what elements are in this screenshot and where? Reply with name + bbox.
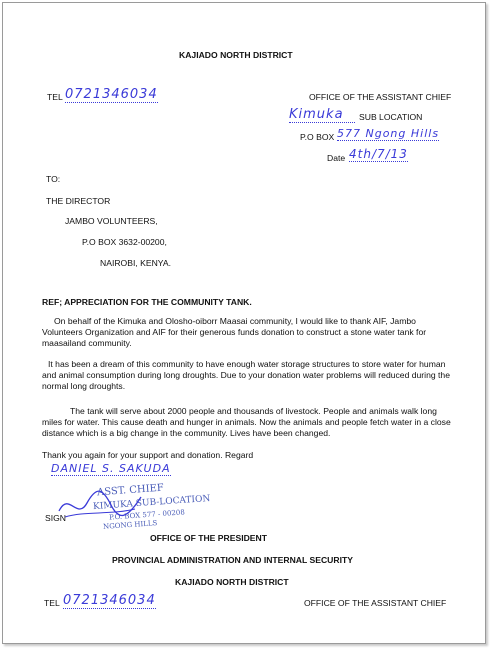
stamp-line3: P.O. BOX 577 - 00208 [108, 508, 186, 522]
recipient-line3: P.O BOX 3632-00200, [82, 237, 167, 247]
signature-name-handwritten: DANIEL S. SAKUDA [51, 462, 171, 475]
footer-provincial: PROVINCIAL ADMINISTRATION AND INTERNAL SECURITY [112, 555, 353, 565]
district-heading: KAJIADO NORTH DISTRICT [179, 50, 293, 60]
date-handwritten: 4th/7/13 [349, 147, 408, 161]
date-label: Date [327, 153, 346, 163]
body-paragraph-3: The tank will serve about 2000 people and thousands of livestock. People and animals walk long miles for water. This cause death and hunger in animals. Now the animals and people fetch water in a close distance which is a big change in the community. Lives have been changed. [42, 406, 451, 439]
stamp-line4: NGONG HILLS [102, 519, 158, 531]
tel-handwritten: 0721346034 [65, 87, 158, 102]
location-handwritten: Kimuka [289, 107, 355, 123]
sign-label: SIGN [45, 513, 67, 523]
signature-scribble [55, 481, 145, 527]
office-heading: OFFICE OF THE ASSISTANT CHIEF [309, 92, 452, 102]
sub-location-label: SUB LOCATION [359, 112, 423, 122]
ref-line: REF; APPRECIATION FOR THE COMMUNITY TANK. [42, 297, 252, 307]
tel-label: TEL [47, 92, 63, 102]
pobox-label: P.O BOX [300, 132, 335, 142]
closing-line: Thank you again for your support and donation. Regard [42, 450, 254, 460]
footer-office: OFFICE OF THE ASSISTANT CHIEF [304, 598, 447, 608]
stamp-line1: ASST. CHIEF [96, 482, 165, 499]
stamp-line2: KIMUKA SUB-LOCATION [92, 493, 211, 513]
letter-page [2, 2, 486, 644]
body-paragraph-2: It has been a dream of this community to have enough water storage structures to store water for human and animal consumption during long droughts. Due to your donation water problems will reduced during the normal long droughts. [42, 359, 450, 392]
body-paragraph-1: On behalf of the Kimuka and Olosho-oiborr Maasai community, I would like to thank AIF, Jambo Volunteers Organization and AIF for their generous funds donation to construct a stone water tank for maasailand community. [42, 316, 427, 349]
recipient-line2: JAMBO VOLUNTEERS, [65, 216, 158, 226]
recipient-line4: NAIROBI, KENYA. [100, 258, 171, 268]
recipient-line1: THE DIRECTOR [46, 196, 111, 206]
footer-office-president: OFFICE OF THE PRESIDENT [150, 533, 267, 543]
pobox-handwritten: 577 Ngong Hills [337, 127, 440, 140]
footer-district: KAJIADO NORTH DISTRICT [175, 577, 289, 587]
footer-tel-label: TEL [44, 598, 60, 608]
to-label: TO: [46, 174, 61, 184]
footer-tel-handwritten: 0721346034 [63, 593, 156, 608]
